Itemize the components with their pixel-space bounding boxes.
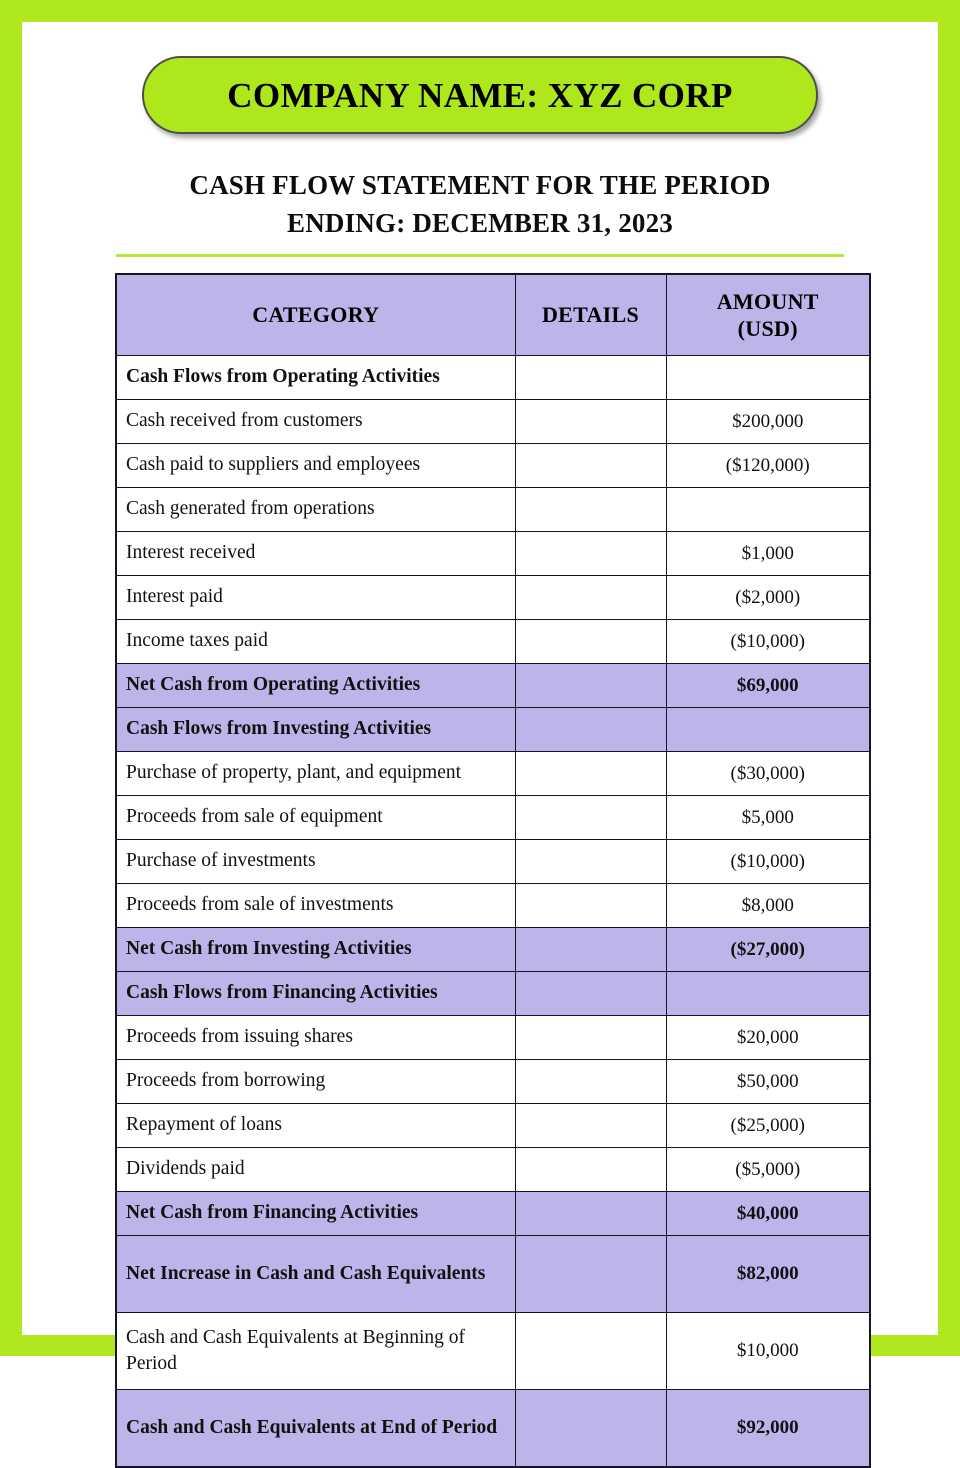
cell-details (515, 620, 666, 664)
cell-category: Cash generated from operations (116, 488, 515, 532)
subtitle-line-1: CASH FLOW STATEMENT FOR THE PERIOD (189, 170, 771, 200)
cell-category: Proceeds from borrowing (116, 1060, 515, 1104)
cell-details (515, 752, 666, 796)
table-row (116, 488, 870, 532)
cell-details (515, 1313, 666, 1390)
column-header-details: DETAILS (515, 274, 666, 356)
cell-category: Interest received (116, 532, 515, 576)
cell-details (515, 884, 666, 928)
table-header (116, 274, 870, 356)
cell-details (515, 928, 666, 972)
cell-details (515, 1390, 666, 1468)
cell-details (515, 708, 666, 752)
table-row (116, 532, 870, 576)
cell-category: Cash and Cash Equivalents at End of Period (116, 1390, 515, 1468)
company-title-text: COMPANY NAME: XYZ CORP (227, 75, 733, 115)
cell-details (515, 576, 666, 620)
table-row (116, 1390, 870, 1468)
table-row (116, 1104, 870, 1148)
cell-details (515, 356, 666, 400)
table-row (116, 1148, 870, 1192)
cell-category: Purchase of property, plant, and equipment (116, 752, 515, 796)
company-title-banner (22, 56, 938, 134)
cell-category: Proceeds from sale of investments (116, 884, 515, 928)
cell-category: Cash Flows from Investing Activities (116, 708, 515, 752)
table-row (116, 972, 870, 1016)
cell-amount (666, 708, 870, 752)
cash-flow-table-container (115, 273, 869, 1468)
cell-amount: ($27,000) (666, 928, 870, 972)
cell-amount: ($2,000) (666, 576, 870, 620)
cell-category: Interest paid (116, 576, 515, 620)
cell-category: Cash paid to suppliers and employees (116, 444, 515, 488)
cell-amount: $1,000 (666, 532, 870, 576)
header-divider-rule (116, 254, 844, 257)
cell-amount: ($120,000) (666, 444, 870, 488)
cell-category: Dividends paid (116, 1148, 515, 1192)
column-header-amount-line-1: AMOUNT (716, 288, 819, 314)
table-row (116, 576, 870, 620)
table-row (116, 356, 870, 400)
page-sheet (22, 22, 938, 1439)
table-row (116, 928, 870, 972)
table-row (116, 708, 870, 752)
cell-amount: $82,000 (666, 1236, 870, 1313)
column-header-amount (666, 274, 870, 356)
cell-amount: $50,000 (666, 1060, 870, 1104)
table-body (116, 356, 870, 1468)
cell-amount: $8,000 (666, 884, 870, 928)
cell-details (515, 972, 666, 1016)
cell-amount: $69,000 (666, 664, 870, 708)
cell-details (515, 400, 666, 444)
table-row (116, 1236, 870, 1313)
cell-category: Proceeds from sale of equipment (116, 796, 515, 840)
statement-subtitle (22, 166, 938, 243)
table-row (116, 840, 870, 884)
subtitle-line-2: ENDING: DECEMBER 31, 2023 (286, 208, 674, 239)
cell-details (515, 1236, 666, 1313)
table-row (116, 1060, 870, 1104)
table-header-row (116, 274, 870, 356)
cell-category: Net Cash from Financing Activities (116, 1192, 515, 1236)
table-row (116, 796, 870, 840)
cell-details (515, 796, 666, 840)
table-row (116, 1016, 870, 1060)
cell-amount (666, 488, 870, 532)
table-row (116, 400, 870, 444)
table-row (116, 664, 870, 708)
cell-details (515, 444, 666, 488)
cell-details (515, 1060, 666, 1104)
cell-details (515, 1104, 666, 1148)
cell-category: Proceeds from issuing shares (116, 1016, 515, 1060)
cell-amount: $5,000 (666, 796, 870, 840)
cell-details (515, 1016, 666, 1060)
cell-details (515, 488, 666, 532)
cell-details (515, 1192, 666, 1236)
cell-category: Cash Flows from Operating Activities (116, 356, 515, 400)
cell-category: Net Cash from Investing Activities (116, 928, 515, 972)
cell-category: Purchase of investments (116, 840, 515, 884)
table-row (116, 444, 870, 488)
company-title-pill (142, 56, 818, 134)
cell-amount (666, 972, 870, 1016)
table-row (116, 1192, 870, 1236)
cell-amount: $92,000 (666, 1390, 870, 1468)
column-header-category: CATEGORY (116, 274, 515, 356)
cell-amount: $200,000 (666, 400, 870, 444)
cell-category: Net Cash from Operating Activities (116, 664, 515, 708)
cell-amount: ($30,000) (666, 752, 870, 796)
cell-amount: ($25,000) (666, 1104, 870, 1148)
cash-flow-table (115, 273, 871, 1468)
cell-details (515, 532, 666, 576)
cell-category: Net Increase in Cash and Cash Equivalents (116, 1236, 515, 1313)
column-header-amount-line-2: (USD) (737, 316, 798, 341)
cell-category: Cash and Cash Equivalents at Beginning of Period (116, 1313, 515, 1390)
cell-details (515, 1148, 666, 1192)
cell-amount: $40,000 (666, 1192, 870, 1236)
table-row (116, 620, 870, 664)
cell-category: Cash Flows from Financing Activities (116, 972, 515, 1016)
cell-amount: $20,000 (666, 1016, 870, 1060)
table-row (116, 884, 870, 928)
cell-amount: ($5,000) (666, 1148, 870, 1192)
cell-details (515, 840, 666, 884)
table-row (116, 752, 870, 796)
cell-amount: $10,000 (666, 1313, 870, 1390)
cell-amount: ($10,000) (666, 620, 870, 664)
cell-category: Repayment of loans (116, 1104, 515, 1148)
cell-category: Income taxes paid (116, 620, 515, 664)
cell-details (515, 664, 666, 708)
cell-amount: ($10,000) (666, 840, 870, 884)
cell-amount (666, 356, 870, 400)
cell-category: Cash received from customers (116, 400, 515, 444)
table-row (116, 1313, 870, 1390)
